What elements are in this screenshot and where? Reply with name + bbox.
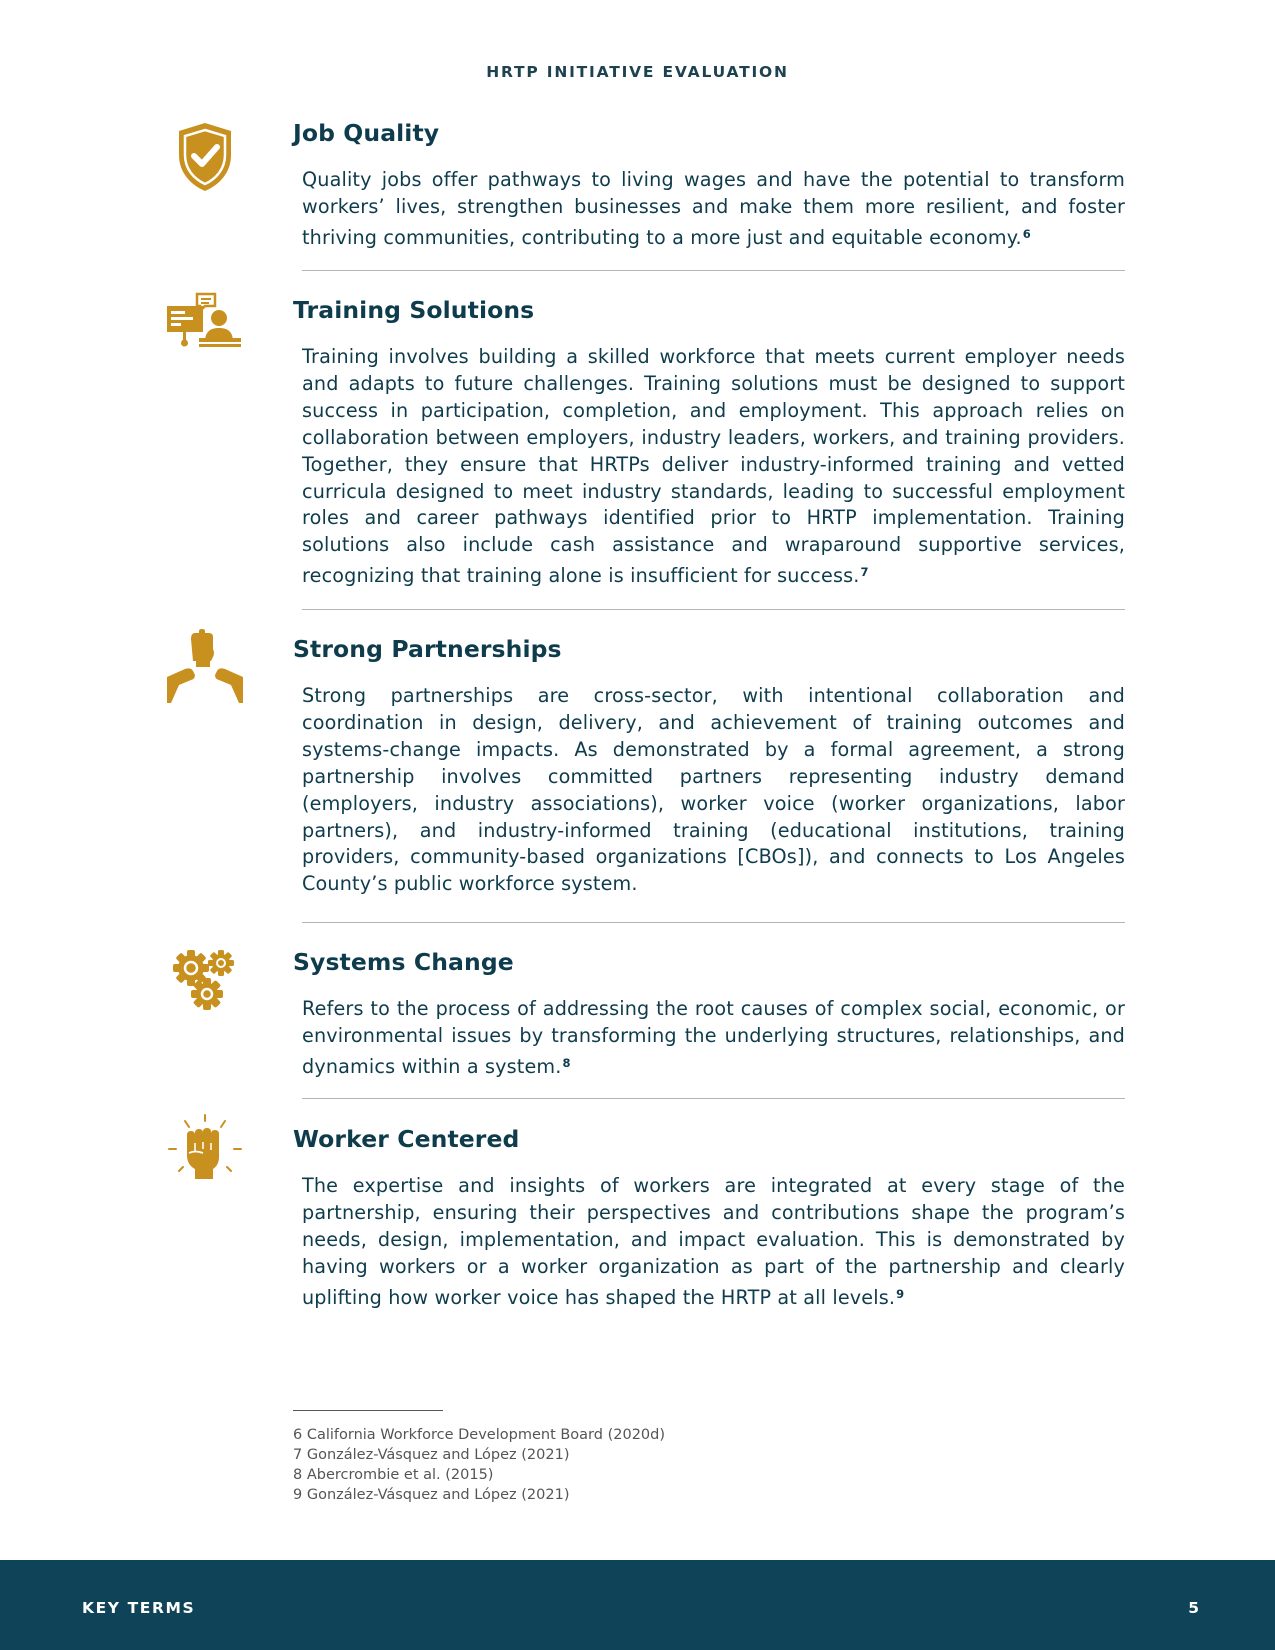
three-hands-icon [165, 627, 245, 707]
footer-section-label: KEY TERMS [82, 1599, 196, 1617]
footnote-item: 9 González-Vásquez and López (2021) [293, 1487, 570, 1503]
section-body: Quality jobs offer pathways to living wages and have the potential to transform workers’ lives, strengthen businesses and make them more resilient, and foster thriving communities, contributing to a more just and equitable economy.$^6$ [302, 168, 1125, 249]
section-title: Training Solutions [293, 296, 535, 324]
section-divider [302, 1098, 1125, 1099]
section-divider [302, 922, 1125, 923]
section-title: Systems Change [293, 948, 514, 976]
footnotes [293, 1425, 665, 1505]
section-divider [302, 609, 1125, 610]
section-body: Refers to the process of addressing the root causes of complex social, economic, or environmental issues by transforming the underlying structures, relationships, and dynamics within a system.$^8$ [302, 997, 1125, 1078]
footnote-item: 8 Abercrombie et al. (2015) [293, 1467, 494, 1483]
section-body: The expertise and insights of workers are integrated at every stage of the partnership, ensuring their perspectives and contributions shape the program’s needs, design, implementation, and impact evaluation. This is demonstrated by having workers or a worker organization as part of the partnership and clearly uplifting how worker voice has shaped the HRTP at all levels.$^9$ [302, 1174, 1125, 1309]
section-body: Strong partnerships are cross-sector, with intentional collaboration and coordination in design, delivery, and achievement of training outcomes and systems-change impacts. As demonstrated by a formal agreement, a strong partnership involves committed partners representing industry demand (employers, industry associations), worker voice (worker organizations, labor partners), and industry-informed training (educational institutions, training providers, community-based organizations [CBOs]), and connects to Los Angeles County’s public workforce system. [302, 684, 1125, 896]
raised-fist-icon [165, 1113, 245, 1193]
footnote-marker[interactable]: 6 [1022, 226, 1031, 241]
footnote-item: 7 González-Vásquez and López (2021) [293, 1447, 570, 1463]
section-title: Job Quality [293, 119, 440, 147]
footnote-item: 6 California Workforce Development Board (2020d) [293, 1427, 666, 1443]
page-number: 5 [1188, 1599, 1199, 1617]
shield-check-icon [165, 117, 245, 197]
section-title: Strong Partnerships [293, 635, 562, 663]
footnote-rule [293, 1410, 443, 1411]
presentation-trainer-icon [165, 286, 245, 366]
gears-icon [165, 938, 245, 1018]
footnote-marker[interactable]: 9 [896, 1286, 905, 1301]
footnote-marker[interactable]: 7 [860, 565, 869, 580]
section-body: Training involves building a skilled workforce that meets current employer needs and adapts to future challenges. Training solutions must be designed to support success in participation, completion, and employment. This approach relies on collaboration between employers, industry leaders, workers, and training providers. Together, they ensure that HRTPs deliver industry-informed training and vetted curricula designed to meet industry standards, leading to successful employment roles and career pathways identified prior to HRTP implementation. Training solutions also include cash assistance and wraparound supportive services, recognizing that training alone is insufficient for success.$^7$ [302, 345, 1125, 588]
section-divider [302, 270, 1125, 271]
section-title: Worker Centered [293, 1125, 520, 1153]
running-header: HRTP INITIATIVE EVALUATION [486, 63, 789, 81]
footnote-marker[interactable]: 8 [562, 1055, 571, 1070]
